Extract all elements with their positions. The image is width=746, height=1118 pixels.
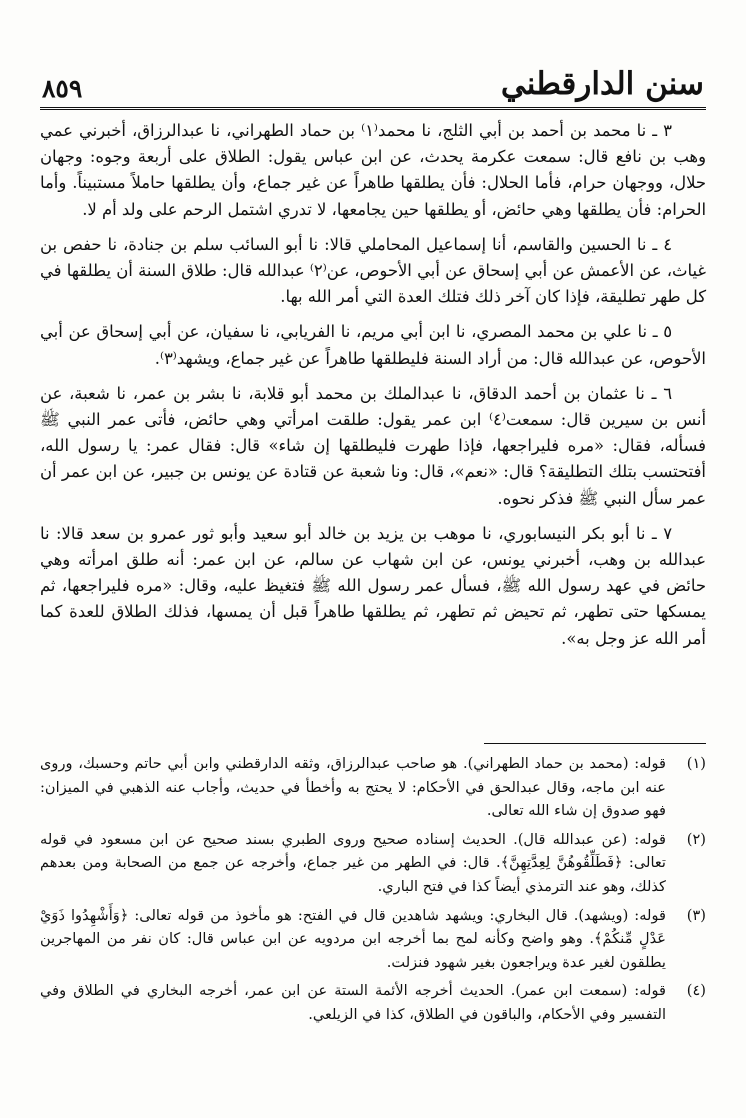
footnote-separator [484, 743, 706, 744]
footnote-1 [40, 752, 706, 823]
footnote-number: (٤) [686, 982, 706, 1000]
hadith-paragraph-3: ٣ ـ نا محمد بن أحمد بن أبي الثلج، نا محمد⁽١⁾ بن حماد الطهراني، نا عبدالرزاق، أخبرني عمي وهب بن نافع قال: سمعت عكرمة يحدث، عن ابن عباس يقول: الطلاق على أربعة وجوه: وجهان حلال، ووجهان حرام، فأما الحلال: فأن يطلقها طاهراً عن غير جماع، وأن يطلقها حاملاً مستبيناً. وأما الحرام: فأن يطلقها وهي حائض، أو يطلقها حين يجامعها، لا تدري اشتمل الرحم على ولد أم لا. [40, 121, 706, 219]
footnotes [40, 752, 706, 1032]
main-text [40, 118, 706, 661]
header-rule [40, 107, 706, 110]
footnote-text: قوله: (محمد بن حماد الطهراني). هو صاحب عبدالرزاق، وثقه الدارقطني وابن أبي حاتم وحسبك، وروى عنه ابن ماجه، وقال عبدالحق في الأحكام: لا يحتج به وأخطأ في حديث، وأجاب عنه الذهبي في الميزان: فهو صدوق إن شاء الله تعالى. [40, 755, 666, 820]
footnote-text: قوله: (ويشهد). قال البخاري: ويشهد شاهدين قال في الفتح: هو مأخوذ من قوله تعالى: ﴿وَأَشْهِدُوا ذَوَيْ عَدْلٍ مِّنكُمْ﴾. وهو واضح وكأنه لمح بما أخرجه ابن مردويه عن ابن عباس قال: كان نفر من المهاجرين يطلقون لغير عدة ويراجعون بغير شهود فنزلت. [40, 906, 666, 971]
book-title: سنن الدارقطني [500, 66, 704, 102]
page-number: ٨٥٩ [42, 74, 83, 103]
footnote-number: (١) [686, 755, 706, 772]
page-header [40, 58, 706, 110]
footnote-3 [40, 904, 706, 975]
footnote-number: (٢) [686, 830, 706, 848]
hadith-paragraph-4: ٤ ـ نا الحسين والقاسم، أنا إسماعيل المحاملي قالا: نا أبو السائب سلم بن جنادة، نا حفص بن غياث، عن الأعمش عن أبي إسحاق عن أبي الأحوص، عن⁽٢⁾ عبدالله قال: طلاق السنة أن يطلقها في كل طهر تطليقة، فإذا كان آخر ذلك فتلك العدة التي أمر الله بها. [40, 234, 706, 307]
footnote-number: (٣) [686, 906, 706, 924]
footnote-4 [40, 979, 706, 1026]
hadith-paragraph-6: ٦ ـ نا عثمان بن أحمد الدقاق، نا عبدالملك بن محمد أبو قلابة، نا بشر بن عمر، نا شعبة، عن أنس بن سيرين قال: سمعت⁽٤⁾ ابن عمر يقول: طلقت امرأتي وهي حائض، فأتى عمر النبي ﷺ فسأله، فقال: «مره فليراجعها، فإذا طهرت فليطلقها إن شاء» قال: فقال عمر: يا رسول الله، أفتحتسب بتلك التطليقة؟ قال: «نعم»، قال: ونا شعبة عن قتادة عن يونس بن جبير، عن ابن عمر أن عمر سأل النبي ﷺ فذكر نحوه. [40, 383, 706, 508]
hadith-paragraph-7: ٧ ـ نا أبو بكر النيسابوري، نا موهب بن يزيد بن خالد أبو سعيد وأبو ثور عمرو بن سعد قالا: نا عبدالله بن وهب، أخبرني يونس، عن ابن شهاب عن سالم، عن ابن عمر: أنه طلق امرأته وهي حائض في عهد رسول الله ﷺ، فسأل عمر رسول الله ﷺ فتغيظ عليه، وقال: «مره فليراجعها، ثم يمسكها حتى تطهر، ثم تحيض ثم تطهر، ثم يطلقها طاهراً قبل أن يمسها، فذلك الطلاق للعدة كما أمر الله عز وجل به». [40, 523, 706, 648]
footnote-text: قوله: (عن عبدالله قال). الحديث إسناده صحيح وروى الطبري بسند صحيح عن ابن مسعود في قوله تعالى: ﴿فَطَلِّقُوهُنَّ لِعِدَّتِهِنَّ﴾. قال: في الطهر من غير جماع، وأخرجه عن جمع من الصحابة ومن بعدهم كذلك، وهو عند الترمذي أيضاً كذا في فتح الباري. [40, 830, 666, 895]
footnote-2 [40, 828, 706, 899]
hadith-paragraph-5: ٥ ـ نا علي بن محمد المصري، نا ابن أبي مريم، نا الفريابي، نا سفيان، عن أبي إسحاق عن أبي الأحوص، عن عبدالله قال: من أراد السنة فليطلقها طاهراً عن غير جماع، ويشهد⁽٣⁾. [40, 322, 706, 368]
footnote-text: قوله: (سمعت ابن عمر). الحديث أخرجه الأئمة الستة عن ابن عمر، أخرجه البخاري في الطلاق وفي التفسير وفي الأحكام، والباقون في الطلاق، كذا في الزيلعي. [40, 982, 666, 1023]
